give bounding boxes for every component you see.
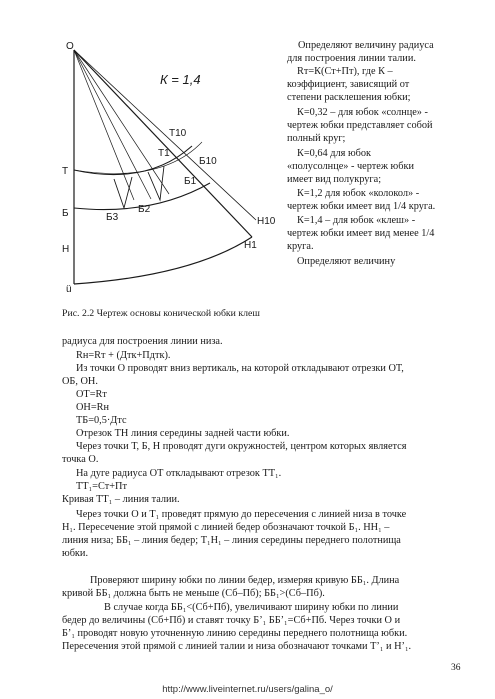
right-line: степени расклешения юбки; [287, 92, 411, 103]
body-line: ОТ=Rт [76, 389, 107, 400]
label-B1: Б1 [184, 176, 197, 187]
label-H1: Н1 [244, 240, 257, 251]
label-U: ü [66, 284, 72, 295]
right-line: коэффициент, зависящий от [287, 79, 410, 90]
body-line: На дуге радиуса ОТ откладывают отрезок ТТ₁. [76, 468, 282, 479]
right-line: «полусолнце» - чертеж юбки [287, 161, 414, 172]
right-line: К=1,4 – для юбок «клеш» - [297, 215, 416, 226]
right-line: К=0,32 – для юбок «солнце» - [297, 107, 428, 118]
body-line: радиуса для построения линии низа. [62, 336, 223, 347]
label-H: Н [62, 244, 70, 255]
label-k-coefficient: К = 1,4 [160, 72, 201, 87]
body-line: кривой ББ₁ должна быть не меньше (Сб–Пб); ББ₁>(Сб–Пб). [62, 588, 325, 599]
page-number: 36 [451, 663, 461, 673]
waist-arc [74, 146, 192, 175]
right-line: имеет вид полукруга; [287, 174, 382, 185]
right-line: К=0,64 для юбок [297, 148, 372, 159]
right-line: круга. [287, 241, 314, 252]
dart-guide-2 [74, 50, 151, 199]
body-line: В случае когда ББ₁<(Сб+Пб), увеличивают ширину юбки по линии [104, 602, 399, 613]
right-line: К=1,2 для юбок «колокол» - [297, 188, 420, 199]
body-line: Отрезок ТН линия середины задней части юбки. [76, 428, 290, 439]
body-line: Проверяют ширину юбки по линии бедер, измеряя кривую ББ₁. Длина [90, 575, 400, 586]
body-line: Б’₁ проводят новую уточненную линию середины переднего полотнища юбки. [62, 628, 408, 639]
body-line: Н₁. Пересечение этой прямой с линией бедер обозначают точкой Б₁. НН₁ – [62, 522, 390, 533]
label-O: О [66, 41, 74, 52]
skirt-pattern-diagram [52, 34, 292, 296]
right-line: Определяют величину радиуса [298, 40, 434, 51]
body-line: Rн=Rт + (Дтк+Пдтк). [76, 350, 171, 361]
label-B3: Б3 [106, 212, 119, 223]
label-B2: Б2 [138, 204, 151, 215]
body-line: точка О. [62, 454, 99, 465]
body-line: ОН=Rн [76, 402, 110, 413]
label-B: Б [62, 208, 69, 219]
footer-url[interactable]: http://www.liveinternet.ru/users/galina_o/ [162, 684, 333, 695]
label-H10: Н10 [257, 216, 276, 227]
right-line: чертеж юбки представляет собой [287, 120, 433, 131]
dart-right [148, 166, 164, 200]
label-T1: Т1 [158, 148, 170, 159]
right-line: для построения линии талии. [287, 53, 416, 64]
body-line: линия низа; ББ₁ – линия бедер; Т₁Н₁ – линия середины переднего полотнища [62, 535, 401, 546]
body-line: бедер до величины (Сб+Пб) и ставят точку Б’₁ ББ’₁=Сб+Пб. Через точки О и [62, 615, 401, 626]
label-B10: Б10 [199, 156, 217, 167]
figure-caption: Рис. 2.2 Чертеж основы конической юбки клеш [62, 308, 260, 319]
right-line: чертеж юбки имеет вид 1/4 круга. [287, 201, 436, 212]
right-line: Rт=К(Ст+Пт), где К – [297, 66, 393, 77]
label-T: Т [62, 166, 69, 177]
right-line: Определяют величину [297, 256, 396, 267]
dart-left [114, 177, 132, 208]
body-line: ОБ, ОН. [62, 376, 98, 387]
body-line: Кривая ТТ₁ – линия талии. [62, 494, 180, 505]
dart-guide-1 [74, 50, 134, 200]
body-line: юбки. [62, 548, 89, 559]
skirt-pattern-svg [52, 34, 292, 296]
right-line: чертеж юбки имеет вид менее 1/4 [287, 228, 435, 239]
body-line: ТТ₁=Ст+Пт [76, 481, 127, 492]
label-T10: Т10 [169, 128, 187, 139]
body-line: Через точки Т, Б, Н проводят дуги окружностей, центром которых является [76, 441, 407, 452]
body-line: Из точки О проводят вниз вертикаль, на которой откладывают отрезки ОТ, [76, 363, 404, 374]
body-line: Через точки О и Т₁ проведят прямую до пересечения с линией низа в точке [76, 509, 407, 520]
body-line: Пересечения этой прямой с линией талии и низа обозначают точками Т’₁ и Н’₁. [62, 641, 412, 652]
hem-arc [74, 237, 252, 284]
body-line: ТБ=0,5·Дтс [76, 415, 127, 426]
right-line: полный круг; [287, 133, 346, 144]
